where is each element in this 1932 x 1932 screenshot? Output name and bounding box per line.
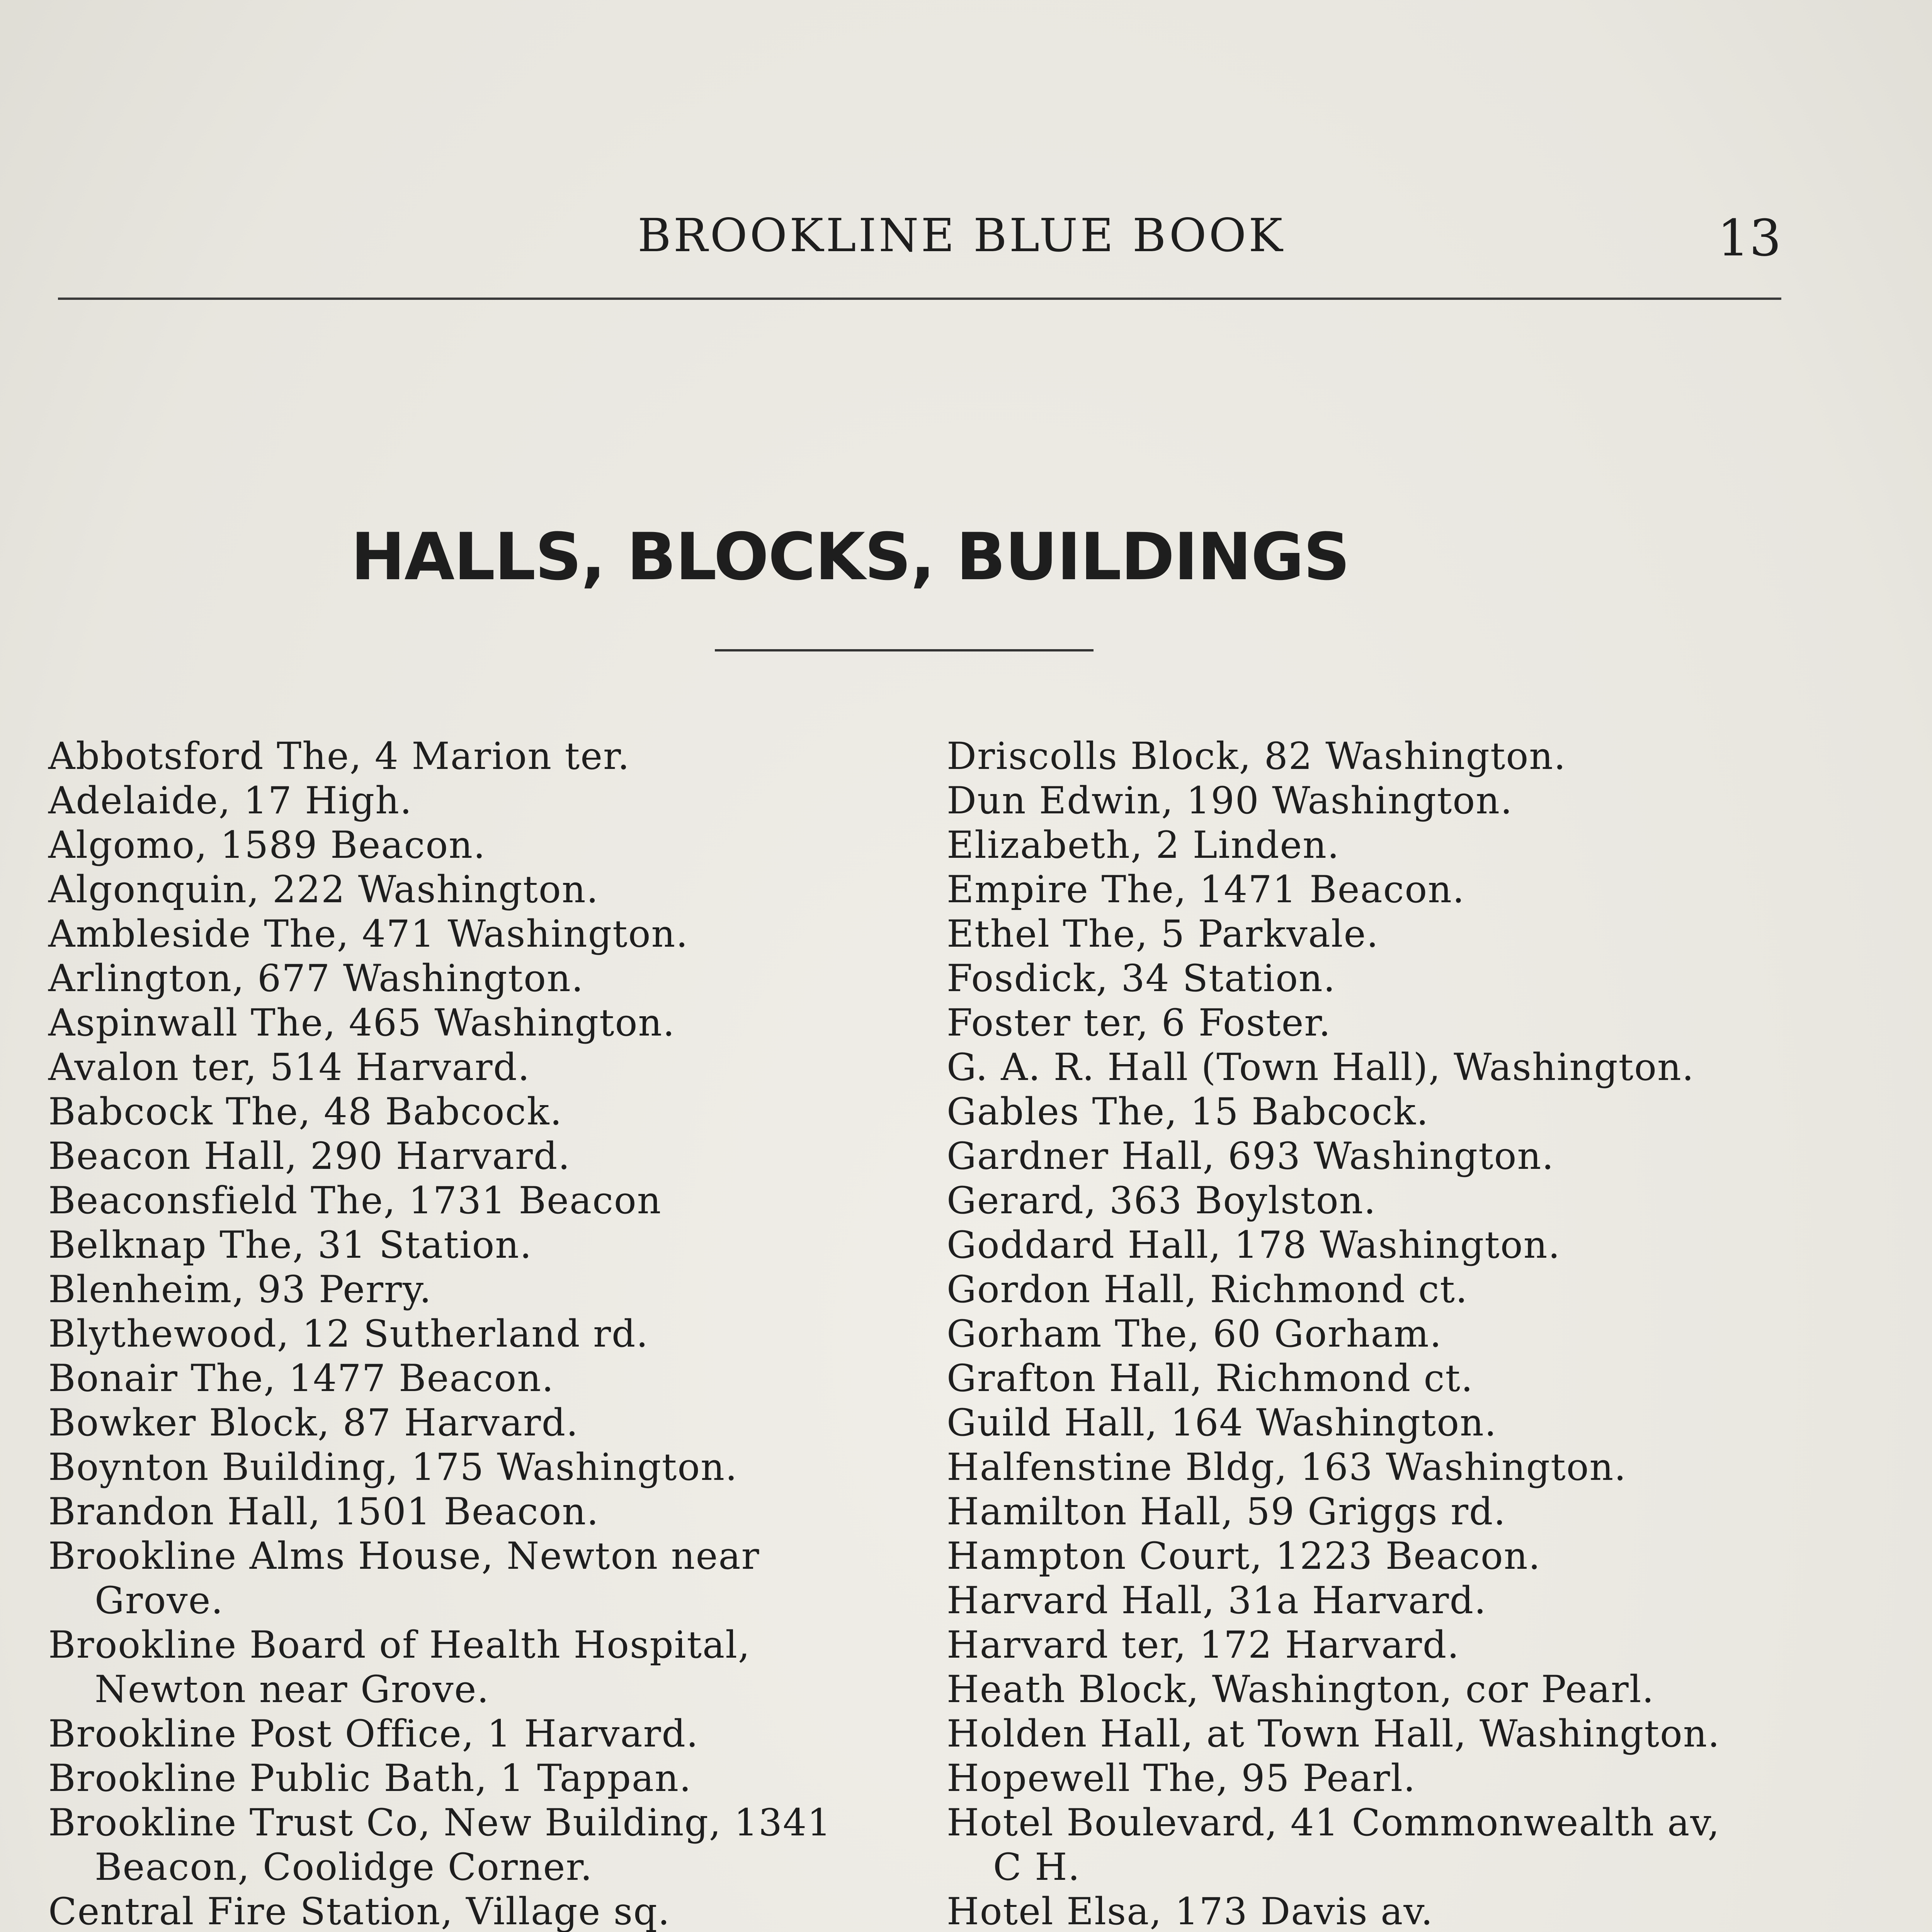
entry-text: Halfenstine Bldg, 163 Washington. (947, 1446, 1627, 1489)
entry-text: Bowker Block, 87 Harvard. (48, 1401, 579, 1444)
entry-text: Brookline Alms House, Newton near (48, 1534, 760, 1578)
entry-text: Driscolls Block, 82 Washington. (947, 735, 1566, 778)
entry-text: Brookline Trust Co, New Building, 1341 (48, 1801, 832, 1844)
entry-text: Hampton Court, 1223 Beacon. (947, 1534, 1541, 1578)
directory-entry (48, 779, 891, 823)
entry-text: Algomo, 1589 Beacon. (48, 823, 486, 867)
running-head (58, 201, 1781, 270)
directory-entry (947, 1534, 1835, 1578)
directory-entry (48, 912, 891, 956)
directory-entry (947, 1001, 1835, 1045)
entry-text: Brookline Public Bath, 1 Tappan. (48, 1757, 692, 1800)
entry-text: Gardner Hall, 693 Washington. (947, 1134, 1554, 1178)
entry-text: Algonquin, 222 Washington. (48, 868, 599, 911)
directory-entry (48, 1179, 891, 1223)
directory-entry (48, 1445, 891, 1490)
directory-entry (947, 1223, 1835, 1267)
entry-text: Guild Hall, 164 Washington. (947, 1401, 1497, 1444)
entry-text: Brookline Post Office, 1 Harvard. (48, 1712, 699, 1755)
entry-text: Gerard, 363 Boylston. (947, 1179, 1377, 1222)
entry-text: Ethel The, 5 Parkvale. (947, 912, 1379, 956)
running-title: BROOKLINE BLUE BOOK (638, 209, 1285, 262)
directory-entry (947, 1712, 1835, 1756)
directory-entry (947, 1801, 1835, 1889)
entry-text: Blythewood, 12 Sutherland rd. (48, 1312, 649, 1355)
directory-entry (947, 1179, 1835, 1223)
entry-text: Gordon Hall, Richmond ct. (947, 1268, 1468, 1311)
directory-entry (947, 1578, 1835, 1623)
directory-entry (947, 1756, 1835, 1801)
entry-text: Fosdick, 34 Station. (947, 957, 1336, 1000)
directory-entry (48, 1223, 891, 1267)
entry-text: Gables The, 15 Babcock. (947, 1090, 1429, 1133)
entry-text: Grafton Hall, Richmond ct. (947, 1357, 1474, 1400)
entry-text: Hotel Boulevard, 41 Commonwealth av, (947, 1801, 1720, 1844)
entry-text: Goddard Hall, 178 Washington. (947, 1223, 1561, 1267)
directory-entry (947, 1267, 1835, 1312)
entry-text: G. A. R. Hall (Town Hall), Washington. (947, 1046, 1695, 1089)
left-column (48, 734, 891, 1932)
entry-text: Elizabeth, 2 Linden. (947, 823, 1340, 867)
directory-entry (947, 1889, 1835, 1932)
directory-entry (48, 823, 891, 867)
directory-entry (947, 779, 1835, 823)
entry-continuation: Grove. (95, 1579, 224, 1622)
entry-continuation: Newton near Grove. (95, 1668, 490, 1711)
entry-text: Hopewell The, 95 Pearl. (947, 1757, 1416, 1800)
directory-entry (947, 1667, 1835, 1712)
directory-entry (947, 1623, 1835, 1667)
entry-text: Aspinwall The, 465 Washington. (48, 1001, 675, 1044)
directory-entry (48, 1756, 891, 1801)
directory-entry (947, 867, 1835, 912)
directory-entry (48, 1134, 891, 1179)
entry-text: Bonair The, 1477 Beacon. (48, 1357, 554, 1400)
header-rule (58, 298, 1781, 300)
page-number: 13 (1717, 209, 1781, 267)
directory-entry (48, 1889, 891, 1932)
directory-entry (48, 1045, 891, 1090)
entry-text: Boynton Building, 175 Washington. (48, 1446, 738, 1489)
entry-text: Hotel Elsa, 173 Davis av. (947, 1890, 1434, 1932)
directory-entry (947, 823, 1835, 867)
entry-text: Heath Block, Washington, cor Pearl. (947, 1668, 1655, 1711)
entry-text: Belknap The, 31 Station. (48, 1223, 532, 1267)
entry-text: Babcock The, 48 Babcock. (48, 1090, 563, 1133)
entry-text: Harvard ter, 172 Harvard. (947, 1623, 1460, 1667)
entry-text: Dun Edwin, 190 Washington. (947, 779, 1513, 822)
entry-text: Central Fire Station, Village sq. (48, 1890, 671, 1932)
entry-text: Ambleside The, 471 Washington. (48, 912, 689, 956)
directory-entry (48, 1001, 891, 1045)
entry-text: Brandon Hall, 1501 Beacon. (48, 1490, 599, 1533)
directory-entry (48, 1712, 891, 1756)
entry-text: Blenheim, 93 Perry. (48, 1268, 432, 1311)
entry-text: Avalon ter, 514 Harvard. (48, 1046, 531, 1089)
directory-entry (48, 1534, 891, 1623)
directory-entry (947, 734, 1835, 779)
directory-entry (48, 734, 891, 779)
directory-entry (947, 912, 1835, 956)
title-rule (715, 649, 1094, 651)
directory-entry (48, 1356, 891, 1401)
directory-entry (947, 1312, 1835, 1356)
directory-entry (947, 1134, 1835, 1179)
section-title: HALLS, BLOCKS, BUILDINGS (350, 519, 1350, 595)
entry-text: Adelaide, 17 High. (48, 779, 413, 822)
right-column (947, 734, 1835, 1932)
directory-entry (48, 1267, 891, 1312)
entry-continuation: C H. (993, 1845, 1081, 1889)
entry-text: Brookline Board of Health Hospital, (48, 1623, 751, 1667)
directory-entry (48, 1312, 891, 1356)
directory-entry (48, 867, 891, 912)
entry-text: Abbotsford The, 4 Marion ter. (48, 735, 630, 778)
entry-text: Harvard Hall, 31a Harvard. (947, 1579, 1487, 1622)
directory-entry (48, 1401, 891, 1445)
entry-text: Beacon Hall, 290 Harvard. (48, 1134, 571, 1178)
entry-text: Hamilton Hall, 59 Griggs rd. (947, 1490, 1506, 1533)
directory-entry (947, 1045, 1835, 1090)
entry-text: Arlington, 677 Washington. (48, 957, 584, 1000)
entry-text: Holden Hall, at Town Hall, Washington. (947, 1712, 1721, 1755)
directory-entry (947, 1445, 1835, 1490)
directory-entry (48, 1623, 891, 1712)
directory-entry (48, 1090, 891, 1134)
entry-text: Empire The, 1471 Beacon. (947, 868, 1465, 911)
directory-entry (947, 1401, 1835, 1445)
directory-entry (48, 1801, 891, 1889)
directory-entry (947, 1490, 1835, 1534)
entry-text: Gorham The, 60 Gorham. (947, 1312, 1442, 1355)
directory-entry (48, 1490, 891, 1534)
directory-entry (48, 956, 891, 1001)
directory-entry (947, 956, 1835, 1001)
directory-entry (947, 1356, 1835, 1401)
directory-entry (947, 1090, 1835, 1134)
entry-text: Foster ter, 6 Foster. (947, 1001, 1332, 1044)
entry-text: Beaconsfield The, 1731 Beacon (48, 1179, 662, 1222)
entry-continuation: Beacon, Coolidge Corner. (95, 1845, 593, 1889)
